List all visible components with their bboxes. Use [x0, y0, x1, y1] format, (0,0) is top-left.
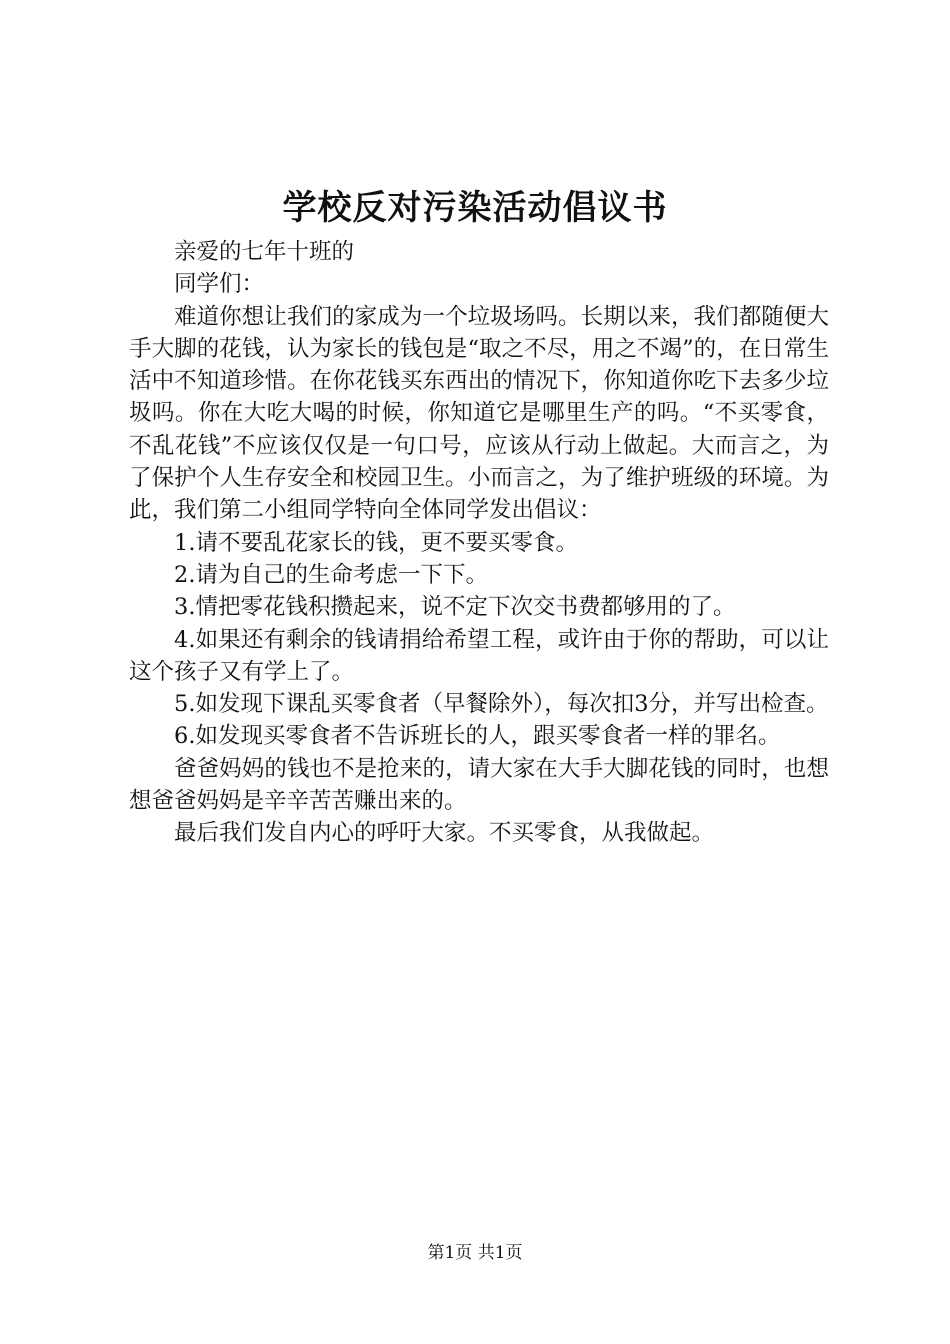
proposal-item-2: 2.请为自己的生命考虑一下下。	[174, 561, 488, 588]
proposal-item-1: 1.请不要乱花家长的钱，更不要买零食。	[174, 529, 578, 556]
salutation-line-1: 亲爱的七年十班的	[174, 239, 355, 265]
page-footer: 第1页 共1页	[427, 1243, 523, 1263]
closing-paragraph-1: 爸爸妈妈的钱也不是抢来的，请大家在大手大脚花钱的同时，也想想爸爸妈妈是辛辛苦苦赚出来的。	[129, 755, 829, 815]
document-body	[129, 236, 829, 850]
proposal-item-5: 5.如发现下课乱买零食者（早餐除外），每次扣3分，并写出检查。	[174, 691, 829, 718]
proposal-item-4: 4.如果还有剩余的钱请捐给希望工程，或许由于你的帮助，可以让这个孩子又有学上了。	[129, 626, 829, 685]
document-title: 学校反对污染活动倡议书	[282, 188, 668, 228]
closing-paragraph-2: 最后我们发自内心的呼吁大家。不买零食，从我做起。	[174, 820, 715, 847]
intro-paragraph: 难道你想让我们的家成为一个垃圾场吗。长期以来，我们都随便大手大脚的花钱，认为家长的钱包是“取之不尽，用之不竭”的，在日常生活中不知道珍惜。在你花钱买东西出的情况下，你知道你吃下去多少垃圾吗。你在大吃大喝的时候，你知道它是哪里生产的吗。“不买零食，不乱花钱”不应该仅仅是一句口号，应该从行动上做起。大而言之，为了保护个人生存安全和校园卫生。小而言之，为了维护班级的环境。为此，我们第二小组同学特向全体同学发出倡议：	[129, 303, 829, 524]
proposal-item-6: 6.如发现买零食者不告诉班长的人，跟买零食者一样的罪名。	[174, 723, 781, 750]
proposal-item-3: 3.情把零花钱积攒起来，说不定下次交书费都够用的了。	[174, 594, 736, 621]
salutation-line-2: 同学们：	[174, 271, 265, 298]
